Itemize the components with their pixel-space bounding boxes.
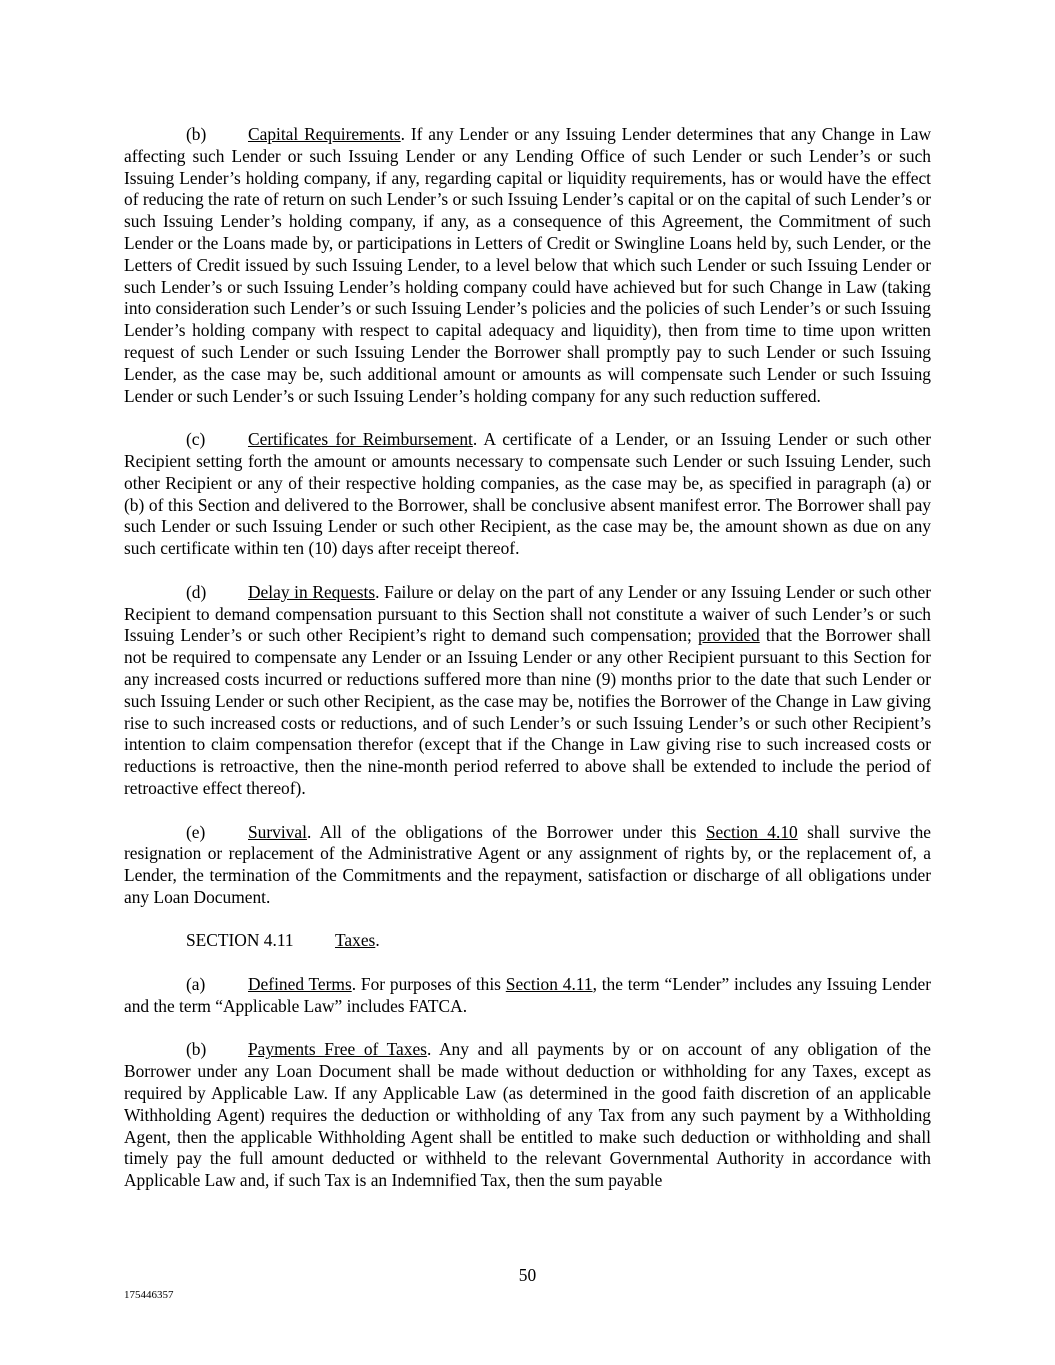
paragraph-capital-requirements: [124, 124, 931, 407]
paragraph-number: (a): [186, 974, 206, 995]
paragraph-heading: Survival: [248, 821, 307, 842]
paragraph-text-continued: shall survive the resignation or replacement of the Administrative Agent or any assignment of rights by, or the replacement of, a Lender, the termination of the Commitments and the repayment, satisfaction or discharge of all obligations under any Loan Document.: [124, 821, 931, 907]
paragraph-heading: Defined Terms: [248, 974, 352, 995]
section-heading-taxes: [124, 930, 931, 952]
paragraph-text-continued: , the term “Lender” includes any Issuing Lender and the term “Applicable Law” includes FATCA.: [124, 974, 931, 1016]
paragraph-number: (b): [186, 1039, 207, 1060]
section-number: SECTION 4.11: [186, 930, 294, 951]
paragraph-defined-terms: [124, 974, 931, 1018]
paragraph-payments-free-of-taxes: [124, 1039, 931, 1192]
section-reference: Section 4.10: [705, 821, 798, 842]
section-reference: Section 4.11: [505, 974, 593, 995]
paragraph-heading: Capital Requirements: [248, 124, 401, 144]
paragraph-certificates-for-reimbursement: [124, 429, 931, 560]
paragraph-text-continued: that the Borrower shall not be required to compensate any Lender or an Issuing Lender or any other Recipient pursuant to this Section for any increased costs incurred or reductions suffered more than nine (9) months prior to the date that such Lender or such Issuing Lender or such other Recipient, as the case may be, notifies the Borrower of the Change in Law giving rise to such increased costs or reductions, and of such Lender’s or such Issuing Lender’s or such other Recipient’s intention to claim compensation therefor (except that if the Change in Law giving rise to such increased costs or reductions is retroactive, then the nine-month period referred to above shall be extended to include the period of retroactive effect thereof).: [124, 625, 931, 798]
paragraph-survival: [124, 822, 931, 909]
provided-term: provided: [697, 625, 760, 646]
section-title-period: .: [375, 930, 380, 951]
paragraph-heading: Payments Free of Taxes: [248, 1039, 427, 1060]
paragraph-text: . If any Lender or any Issuing Lender determines that any Change in Law affecting such Lender or such Issuing Lender or any Lending Office of such Lender or such Lender’s or such Issuing Lender’s holding company, if any, regarding capital or liquidity requirements, has or would have the effect of reducing the rate of return on such Lender’s or such Issuing Lender’s capital or on the capital of such Lender’s or such Issuing Lender’s holding company, if any, as a consequence of this Agreement, the Commitment of such Lender or the Loans made by, or participations in Letters of Credit or Swingline Loans held by, such Lender, or the Letters of Credit issued by such Issuing Lender, to a level below that which such Lender or such Issuing Lender or such Lender’s or such Issuing Lender’s holding company could have achieved but for such Change in Law (taking into consideration such Lender’s or such Issuing Lender’s policies and the policies of such Lender’s or such Issuing Lender’s holding company with respect to capital adequacy and liquidity), then from time to time upon written request of such Lender or such Issuing Lender the Borrower shall promptly pay to such Lender or such Issuing Lender, as the case may be, such additional amount or amounts as will compensate such Lender or such Issuing Lender or such Lender’s or such Issuing Lender’s holding company for any such reduction suffered.: [124, 124, 932, 406]
paragraph-number: (b): [186, 124, 207, 144]
paragraph-text: . Failure or delay on the part of any Lender or any Issuing Lender or such other Recipient to demand compensation pursuant to this Section shall not constitute a waiver of such Lender’s or such Issuing Lender’s or such other Recipient’s right to demand such compensation;: [124, 581, 931, 646]
paragraph-text: . For purposes of this: [351, 974, 506, 995]
page-number: 50: [518, 1265, 537, 1285]
document-body: [124, 124, 931, 1214]
paragraph-text: . All of the obligations of the Borrower under this: [306, 821, 706, 842]
document-id: 175446357: [124, 1289, 174, 1301]
paragraph-delay-in-requests: [124, 582, 931, 800]
paragraph-number: (d): [186, 581, 207, 602]
paragraph-number: (c): [186, 429, 206, 450]
section-title: Taxes: [335, 930, 376, 951]
paragraph-text: . A certificate of a Lender, or an Issuing Lender or such other Recipient setting forth the amount or amounts necessary to compensate such Lender or such Issuing Lender, such other Recipient or any of their respective holding companies, as the case may be, as specified in paragraph (a) or (b) of this Section and delivered to the Borrower, shall be conclusive absent manifest error. The Borrower shall pay such Lender or such Issuing Lender or such other Recipient, as the case may be, the amount shown as due on any such certificate within ten (10) days after receipt thereof.: [124, 429, 931, 559]
paragraph-text: . Any and all payments by or on account of any obligation of the Borrower under any Loan Document shall be made without deduction or withholding for any Taxes, except as required by Applicable Law. If any Applicable Law (as determined in the good faith discretion of an applicable Withholding Agent) requires the deduction or withholding of any Tax from any such payment by a Withholding Agent, then the applicable Withholding Agent shall be entitled to make such deduction or withholding and shall timely pay the full amount deducted or withheld to the relevant Governmental Authority in accordance with Applicable Law and, if such Tax is an Indemnified Tax, then the sum payable: [124, 1039, 931, 1191]
paragraph-heading: Delay in Requests: [248, 581, 376, 602]
paragraph-number: (e): [186, 821, 206, 842]
paragraph-heading: Certificates for Reimbursement: [248, 429, 473, 450]
